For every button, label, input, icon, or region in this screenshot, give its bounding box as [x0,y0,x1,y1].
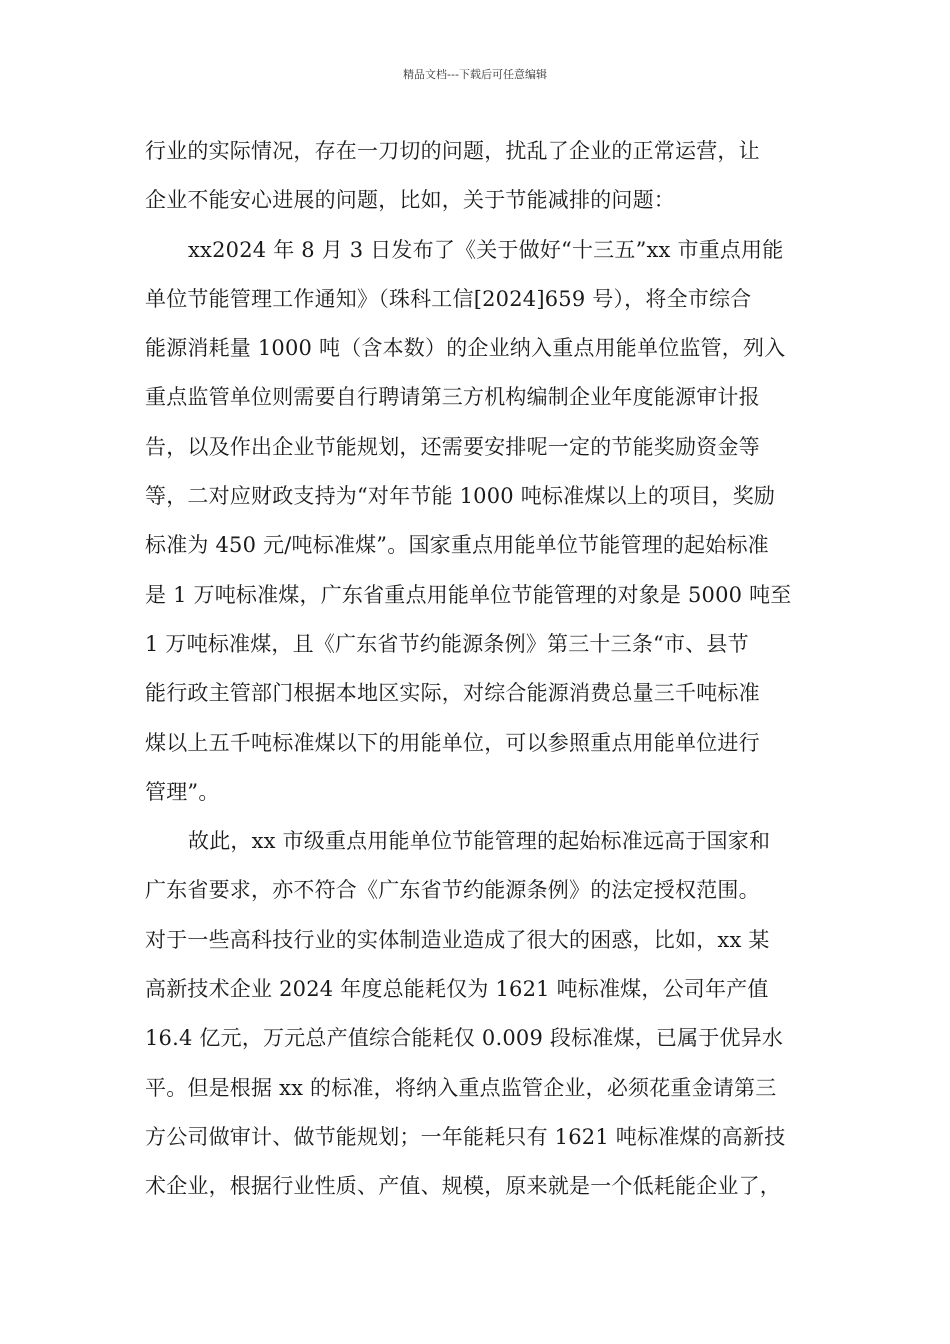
text-line: 高新技术企业 2024 年度总能耗仅为 1621 吨标准煤，公司年产值 [145,977,769,1002]
text-line: 企业不能安心进展的问题，比如，关于节能减排的问题： [145,188,675,213]
text-line: 标准为 450 元/吨标准煤”。国家重点用能单位节能管理的起始标准 [145,533,769,558]
text-line: 行业的实际情况，存在一刀切的问题，扰乱了企业的正常运营，让 [145,139,760,163]
text-line: 等，二对应财政支持为“对年节能 1000 吨标准煤以上的项目，奖励 [145,484,776,509]
text-line: 对于一些高科技行业的实体制造业造成了很大的困惑，比如，xx 某 [145,927,770,952]
text-line: 单位节能管理工作通知》（珠科工信[2024]659 号），将全市综合 [145,286,752,311]
page-header: 精品文档---下载后可任意编辑 [403,68,547,81]
text-line: 能行政主管部门根据本地区实际，对综合能源消费总量三千吨标准 [145,681,760,706]
text-line: 是 1 万吨标准煤，广东省重点用能单位节能管理的对象是 5000 吨至 [145,582,792,607]
text-line: 16.4 亿元，万元总产值综合能耗仅 0.009 段标准煤，已属于优异水 [145,1026,784,1051]
text-line: 方公司做审计、做节能规划；一年能耗只有 1621 吨标准煤的高新技 [145,1124,786,1149]
text-line: 管理”。 [145,779,220,804]
paragraph-start-line: 故此，xx 市级重点用能单位节能管理的起始标准远高于国家和 [188,829,771,854]
paragraph-start-line: xx2024 年 8 月 3 日发布了《关于做好“十三五”xx 市重点用能 [188,237,784,262]
text-line: 告，以及作出企业节能规划，还需要安排呢一定的节能奖励资金等 [145,434,760,459]
text-line: 平。但是根据 xx 的标准，将纳入重点监管企业，必须花重金请第三 [145,1075,777,1100]
text-line: 广东省要求，亦不符合《广东省节约能源条例》的法定授权范围。 [145,878,760,903]
text-line: 煤以上五千吨标准煤以下的用能单位，可以参照重点用能单位进行 [145,730,760,755]
text-line: 术企业，根据行业性质、产值、规模，原来就是一个低耗能企业了， [145,1174,781,1199]
text-line: 1 万吨标准煤，且《广东省节约能源条例》第三十三条“市、县节 [145,631,749,656]
text-line: 重点监管单位则需要自行聘请第三方机构编制企业年度能源审计报 [145,385,760,410]
document-body [145,127,825,1212]
text-line: 能源消耗量 1000 吨（含本数）的企业纳入重点用能单位监管，列入 [145,336,786,361]
